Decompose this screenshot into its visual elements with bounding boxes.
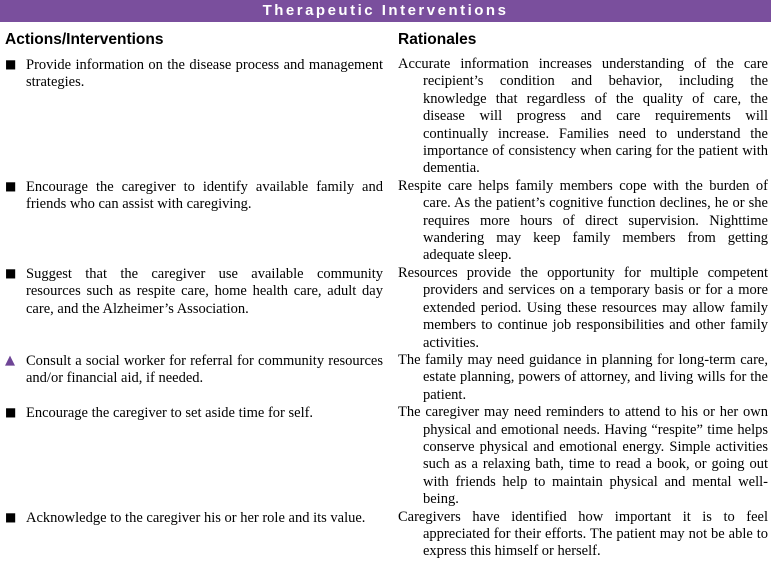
square-bullet-icon: ■ [5,178,17,193]
action-text: Acknowledge to the caregiver his or her role and its value. [26,509,366,526]
square-bullet-icon: ■ [5,265,17,280]
action-cell [5,178,383,265]
rationale-cell: The caregiver may need reminders to attend to his or her own physical and emotional needs. Having “respite” time helps conserve physical and emotional energy. Simple activities such as a relaxing bath, time to read a book, or going out with friends help to maintain physical and mental well-being. [398,404,768,508]
column-header-actions: Actions/Interventions [5,31,164,48]
table-row [5,509,768,561]
square-bullet-icon: ■ [5,405,17,420]
action-cell [5,352,383,404]
rationale-cell: Caregivers have identified how important it is to feel appreciated for their efforts. The patient may not be able to express this himself or herself. [398,508,768,560]
action-text: Provide information on the disease process and management strategies. [26,57,383,91]
triangle-bullet-icon: ▲ [5,352,15,368]
action-text: Encourage the caregiver to identify available family and friends who can assist with caregiving. [26,178,383,213]
title-bar [0,0,771,22]
table-row [5,265,768,352]
table-row [5,352,768,404]
page-title: Therapeutic Interventions [262,2,509,19]
interventions-table [0,31,771,561]
table-row [5,178,768,265]
table-row [5,56,768,178]
rationale-cell: Respite care helps family members cope with the burden of care. As the patient’s cognitive function declines, he or she requires more hours of direct supervision. Nighttime wandering may keep family members from getting adequate sleep. [398,177,768,264]
rationale-cell: The family may need guidance in planning for long-term care, estate planning, powers of attorney, and living wills for the patient. [398,351,768,403]
column-header-rationales: Rationales [398,31,477,48]
action-text: Encourage the caregiver to set aside time for self. [26,405,314,422]
action-cell [5,509,383,561]
table-row [5,404,768,508]
action-cell [5,56,383,178]
action-text: Suggest that the caregiver use available community resources such as respite care, home health care, adult day care, and the Alzheimer’s Association. [26,265,383,317]
column-headers [5,31,768,49]
action-text: Consult a social worker for referral for community resources and/or financial aid, if needed. [26,352,383,387]
square-bullet-icon: ■ [5,509,17,524]
rationale-cell: Resources provide the opportunity for multiple competent providers and services on a temporary basis or for a more extended period. Using these resources may allow family members to continue job responsibilities and other family activities. [398,264,768,351]
action-cell [5,404,383,508]
square-bullet-icon: ■ [5,57,17,71]
rationale-cell: Accurate information increases understanding of the care recipient’s condition and behavior, including the knowledge that regardless of the quality of care, the disease will progress and care requirements will continually increase. Families need to understand the importance of consistency when caring for the patient with dementia. [398,56,768,177]
action-cell [5,265,383,352]
